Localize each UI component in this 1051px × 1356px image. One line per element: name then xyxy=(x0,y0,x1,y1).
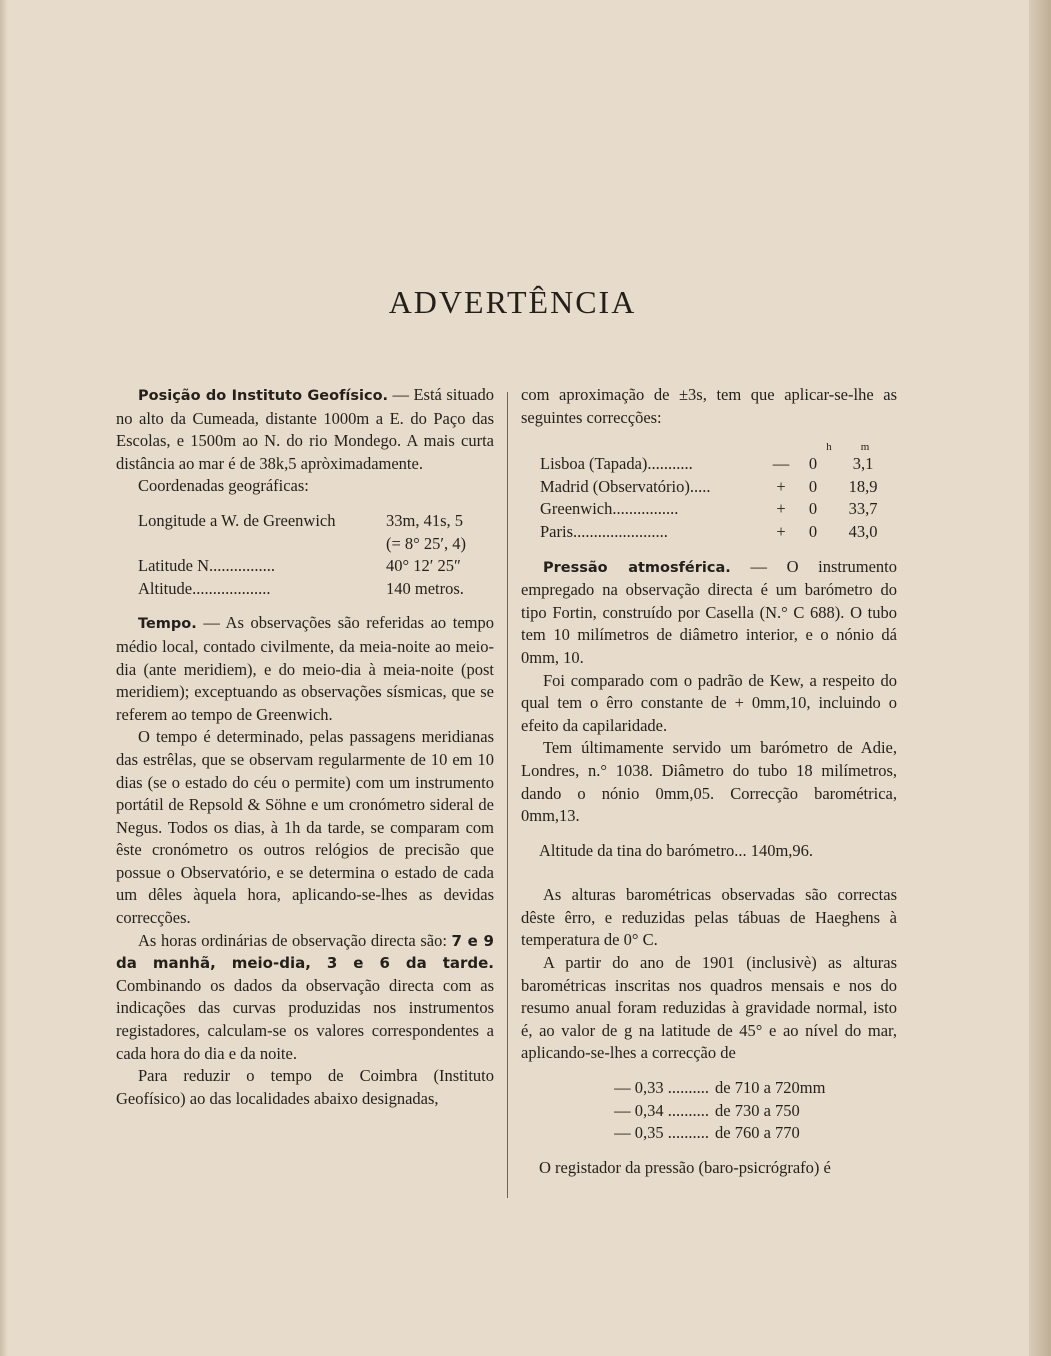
paragraph-altitude: Altitude da tina do barómetro... 140m,96. xyxy=(539,840,814,860)
coords-row-label: Longitude a W. de Greenwich xyxy=(138,510,336,530)
correction-minutes: 3,1 xyxy=(852,454,874,474)
correction-place: Paris....................... xyxy=(540,521,668,541)
paragraph-horas xyxy=(116,930,494,1066)
paragraph-pressao xyxy=(521,556,897,670)
paragraph-registador: O registador da pressão (baro-psicrógrafo) é xyxy=(539,1157,831,1177)
correction-place: Lisboa (Tapada)........... xyxy=(540,454,693,474)
correction-hours: 0 xyxy=(808,454,818,474)
text-horas-c: Combinando os dados da observação directa com as indicações das curvas produzidas nos instrumentos registadores, calculam-se os valores correspondentes a cada hora do dia e da noite. xyxy=(116,975,494,1063)
text-pressao: — O instrumento empregado na observação directa é um barómetro do tipo Fortin, construído por Casella (N.° C 688). O tubo tem 10 milímetros de diâmetro interior, e o nónio dá 0mm, 10. xyxy=(521,556,897,667)
gravity-correction-value: — 0,33 .......... xyxy=(614,1078,709,1098)
correction-sign: + xyxy=(776,521,786,541)
correction-minutes: 18,9 xyxy=(848,476,878,496)
coords-row-label xyxy=(116,533,386,556)
gravity-correction-value: — 0,35 .......... xyxy=(614,1123,709,1143)
heading-pressao: Pressão atmosférica. xyxy=(543,559,731,576)
paragraph-continuation: com aproximação de ±3s, tem que aplicar-se-lhe as seguintes correcções: xyxy=(521,385,897,427)
paragraph-kew: Foi comparado com o padrão de Kew, a respeito do qual tem o êrro constante de + 0mm,10, incluindo o efeito da capilaridade. xyxy=(521,670,897,735)
coords-row xyxy=(116,578,494,601)
paragraph-reduzir: Para reduzir o tempo de Coimbra (Instituto Geofísico) ao das localidades abaixo designadas, xyxy=(116,1066,494,1108)
correction-row xyxy=(521,498,897,521)
text-horas-bold: 7 e 9 da manhã, meio-dia, 3 e 6 da tarde. xyxy=(116,931,494,973)
correction-row xyxy=(521,453,897,476)
coords-row xyxy=(116,533,494,556)
coords-row-value: 33m, 41s, 5 xyxy=(386,510,464,530)
coords-row xyxy=(116,510,494,533)
correction-hours: 0 xyxy=(808,476,818,496)
paragraph-1901: A partir do ano de 1901 (inclusivè) as alturas barométricas inscritas nos quadros mensais e nos do resumo anual foram reduzidas à gravidade normal, isto é, ao valor de g na latitude de 45° e ao nível do mar, aplicando-se-lhes a correcção de xyxy=(521,953,897,1063)
paragraph-adie: Tem últimamente servido um barómetro de Adie, Londres, n.° 1038. Diâmetro do tubo 18 milímetros, dando o nónio 0mm,05. Correcção barométrica, 0mm,13. xyxy=(521,738,897,826)
paragraph-posicao xyxy=(116,384,494,475)
corrections-table xyxy=(521,453,897,543)
coords-row-label: Latitude N................ xyxy=(138,556,276,576)
text-horas-a: As horas ordinárias de observação directa são: xyxy=(138,930,452,950)
left-column xyxy=(116,384,494,1110)
paragraph-tempo-2: O tempo é determinado, pelas passagens meridianas das estrêlas, que se observam regularmente de 10 em 10 dias (se o estado do céu o permite) com um instrumento portátil de Repsold & Söhne e um cronómetro sideral de Negus. Todos os dias, à 1h da tarde, se comparam com êste cronómetro os outros relógios de precisão que possue o Observatório, e se determina o estado de cada um dêles àquela hora, aplicando-se-lhes as devidas correcções. xyxy=(116,727,494,928)
page-edge-left xyxy=(0,0,8,1356)
right-column xyxy=(521,384,897,1179)
paragraph-alturas: As alturas barométricas observadas são correctas dêste êrro, e reduzidas pelas tábuas de Haeghens à temperatura de 0° C. xyxy=(521,885,897,950)
correction-sign: + xyxy=(776,499,786,519)
units-header xyxy=(521,441,897,453)
coords-table xyxy=(116,510,494,600)
gravity-correction-range: de 710 a 720mm xyxy=(715,1078,826,1098)
gravity-correction-value: — 0,34 .......... xyxy=(614,1100,709,1120)
gravity-correction-range: de 730 a 750 xyxy=(715,1100,800,1120)
correction-sign: — xyxy=(772,454,790,474)
coords-row-value: 140 metros. xyxy=(386,578,464,598)
gravity-correction-row xyxy=(551,1100,897,1123)
coords-row-label: Altitude................... xyxy=(138,578,271,598)
heading-tempo: Tempo. xyxy=(138,616,197,633)
correction-hours: 0 xyxy=(808,499,818,519)
correction-row xyxy=(521,476,897,499)
text-posicao: — Está situado no alto da Cumeada, distante 1000m a E. do Paço das Escolas, e 1500m ao N. do rio Mondego. A mais curta distância ao mar é de 38k,5 apròximadamente. xyxy=(116,385,495,473)
gravity-correction-table xyxy=(521,1077,897,1145)
gravity-correction-range: de 760 a 770 xyxy=(715,1123,800,1143)
correction-place: Madrid (Observatório)..... xyxy=(540,476,711,496)
correction-minutes: 33,7 xyxy=(848,499,878,519)
coords-row xyxy=(116,555,494,578)
paragraph-tempo xyxy=(116,612,494,726)
correction-sign: + xyxy=(776,476,786,496)
text-tempo: — As observações são referidas ao tempo médio local, contado civilmente, da meia-noite ao meio-dia (ante meridiem), e do meio-dia à meia-noite (post meridiem); exceptuando as observações sísmicas, que se referem ao tempo de Greenwich. xyxy=(116,613,494,724)
correction-minutes: 43,0 xyxy=(848,521,878,541)
page-edge-right xyxy=(1029,0,1051,1356)
heading-posicao: Posição do Instituto Geofísico. xyxy=(138,388,389,404)
gravity-correction-row xyxy=(551,1077,897,1100)
correction-row xyxy=(521,521,897,544)
coords-row-value: (= 8° 25′, 4) xyxy=(386,533,467,553)
page-title: ADVERTÊNCIA xyxy=(388,284,637,320)
coords-label: Coordenadas geográficas: xyxy=(138,476,309,496)
correction-hours: 0 xyxy=(808,521,818,541)
unit-hours: h xyxy=(826,441,832,454)
unit-minutes: m xyxy=(860,441,870,454)
gravity-correction-row xyxy=(551,1122,897,1145)
column-divider xyxy=(507,392,508,1198)
correction-place: Greenwich................ xyxy=(540,499,679,519)
coords-row-value: 40° 12′ 25″ xyxy=(386,556,461,576)
